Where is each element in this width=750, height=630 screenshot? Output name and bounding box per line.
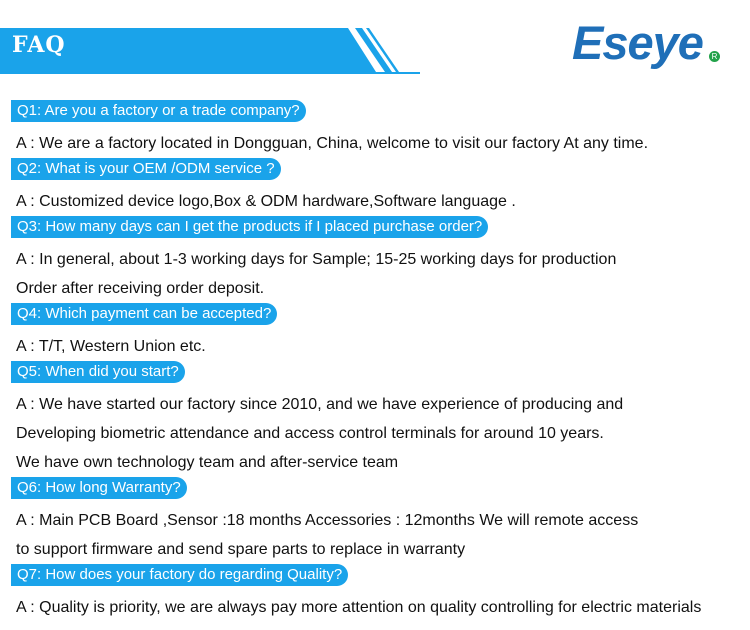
faq-answer-line: A : Main PCB Board ,Sensor :18 months Accessories : 12months We will remote access	[16, 512, 639, 529]
faq-question-6: Q6: How long Warranty?	[11, 477, 187, 499]
faq-answer-line: A : In general, about 1-3 working days for Sample; 15-25 working days for production	[16, 251, 617, 268]
faq-question-row	[0, 158, 750, 180]
faq-answer-line: A : T/T, Western Union etc.	[16, 338, 206, 355]
faq-question-3: Q3: How many days can I get the products if I placed purchase order?	[11, 216, 488, 238]
faq-question-row	[0, 216, 750, 238]
faq-question-row	[0, 361, 750, 383]
banner-underline	[0, 72, 420, 74]
faq-question-row	[0, 303, 750, 325]
faq-question-row	[0, 100, 750, 122]
faq-answer-line: A : We have started our factory since 2010, and we have experience of producing and	[16, 396, 624, 413]
faq-answer-line: to support firmware and send spare parts to replace in warranty	[16, 541, 466, 558]
faq-answer-line: A : We are a factory located in Dongguan, China, welcome to visit our factory At any time.	[16, 135, 649, 152]
faq-answer-line: Developing biometric attendance and access control terminals for around 10 years.	[16, 425, 604, 442]
faq-question-4: Q4: Which payment can be accepted?	[11, 303, 277, 325]
page-title: FAQ	[12, 32, 66, 58]
faq-answer-line: A : Customized device logo,Box & ODM hardware,Software language .	[16, 193, 516, 210]
faq-answer-line: We have own technology team and after-service team	[16, 454, 399, 471]
faq-question-1: Q1: Are you a factory or a trade company?	[11, 100, 306, 122]
faq-header-banner	[0, 0, 750, 92]
faq-question-5: Q5: When did you start?	[11, 361, 185, 383]
brand-logo: Eseye	[572, 16, 703, 69]
faq-question-2: Q2: What is your OEM /ODM service ?	[11, 158, 281, 180]
faq-list	[0, 100, 750, 622]
faq-answer-line: A : Quality is priority, we are always pay more attention on quality controlling for electric materials	[16, 599, 702, 616]
faq-question-row	[0, 564, 750, 586]
registered-mark-icon: R	[709, 51, 720, 62]
faq-answer-line: Order after receiving order deposit.	[16, 280, 265, 297]
faq-question-7: Q7: How does your factory do regarding Quality?	[11, 564, 348, 586]
faq-question-row	[0, 477, 750, 499]
